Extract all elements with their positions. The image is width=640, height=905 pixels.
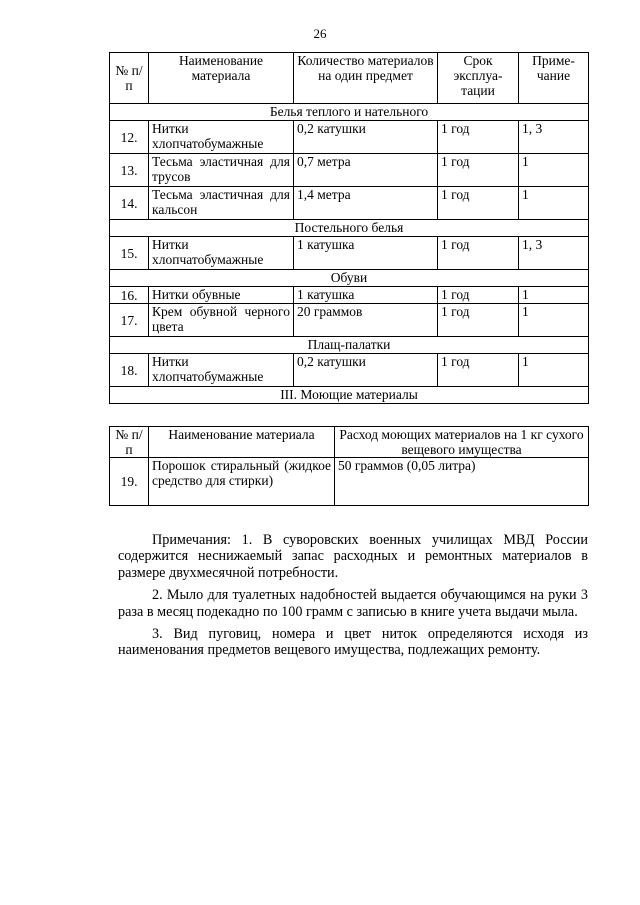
row-name: Нитки хлопчатобумажные	[149, 237, 294, 270]
table-row	[110, 287, 589, 304]
row-note: 1, 3	[519, 237, 589, 270]
page-number: 26	[313, 26, 327, 41]
notes-section	[118, 532, 588, 665]
header-name: Наименование материала	[149, 427, 335, 458]
note-paragraph: Примечания: 1. В суворовских военных училищах МВД России содержится неснижаемый запас расходных и ремонтных материалов в размере двухмесячной потребности.	[118, 532, 588, 581]
row-term: 1 год	[438, 287, 519, 304]
row-num: 17.	[110, 304, 149, 337]
section-iii-title: III. Моющие материалы	[110, 387, 589, 404]
row-consumption: 50 граммов (0,05 литра)	[335, 458, 589, 506]
row-quantity: 20 граммов	[294, 304, 438, 337]
section-row	[110, 104, 589, 121]
row-name: Тесьма эластичная для трусов	[149, 154, 294, 187]
header-note: Приме-чание	[519, 53, 589, 104]
table-row	[110, 304, 589, 337]
section-title: Постельного белья	[110, 220, 589, 237]
header-quantity: Количество материалов на один предмет	[294, 53, 438, 104]
note-paragraph: 2. Мыло для туалетных надобностей выдается обучающимся на руки 3 раза в месяц подекадно по 100 грамм с записью в книге учета выдачи мыла.	[118, 587, 588, 620]
section-row	[110, 387, 589, 404]
table-header-row	[110, 427, 589, 458]
row-num: 19.	[110, 458, 149, 506]
row-note: 1	[519, 287, 589, 304]
table-row	[110, 121, 589, 154]
row-term: 1 год	[438, 187, 519, 220]
row-num: 16.	[110, 287, 149, 304]
table-row	[110, 458, 589, 506]
row-quantity: 0,2 катушки	[294, 354, 438, 387]
table-header-row	[110, 53, 589, 104]
row-note: 1	[519, 187, 589, 220]
row-note: 1	[519, 354, 589, 387]
row-note: 1	[519, 154, 589, 187]
materials-table	[109, 52, 589, 404]
row-quantity: 0,7 метра	[294, 154, 438, 187]
row-quantity: 1 катушка	[294, 287, 438, 304]
row-num: 15.	[110, 237, 149, 270]
row-num: 14.	[110, 187, 149, 220]
table-row	[110, 154, 589, 187]
section-title: Плащ-палатки	[110, 337, 589, 354]
table-row	[110, 237, 589, 270]
row-num: 13.	[110, 154, 149, 187]
section-row	[110, 220, 589, 237]
section-row	[110, 337, 589, 354]
table-row	[110, 354, 589, 387]
row-name: Тесьма эластичная для кальсон	[149, 187, 294, 220]
row-term: 1 год	[438, 304, 519, 337]
section-row	[110, 270, 589, 287]
header-num: № п/п	[110, 427, 149, 458]
row-name: Нитки хлопчатобумажные	[149, 354, 294, 387]
row-note: 1, 3	[519, 121, 589, 154]
row-name: Нитки обувные	[149, 287, 294, 304]
row-quantity: 0,2 катушки	[294, 121, 438, 154]
table-row	[110, 187, 589, 220]
row-term: 1 год	[438, 354, 519, 387]
row-num: 12.	[110, 121, 149, 154]
header-num: № п/п	[110, 53, 149, 104]
row-name: Крем обувной черного цвета	[149, 304, 294, 337]
section-title: Белья теплого и нательного	[110, 104, 589, 121]
row-term: 1 год	[438, 121, 519, 154]
row-quantity: 1 катушка	[294, 237, 438, 270]
header-name: Наименование материала	[149, 53, 294, 104]
washing-materials-table	[109, 426, 589, 506]
row-note: 1	[519, 304, 589, 337]
header-term: Срок эксплуа-тации	[438, 53, 519, 104]
row-term: 1 год	[438, 237, 519, 270]
note-paragraph: 3. Вид пуговиц, номера и цвет ниток определяются исходя из наименования предметов вещевого имущества, подлежащих ремонту.	[118, 626, 588, 659]
row-quantity: 1,4 метра	[294, 187, 438, 220]
row-num: 18.	[110, 354, 149, 387]
row-name: Нитки хлопчатобумажные	[149, 121, 294, 154]
row-term: 1 год	[438, 154, 519, 187]
row-name: Порошок стиральный (жидкое средство для стирки)	[149, 458, 335, 506]
header-consumption: Расход моющих материалов на 1 кг сухого вещевого имущества	[335, 427, 589, 458]
section-title: Обуви	[110, 270, 589, 287]
